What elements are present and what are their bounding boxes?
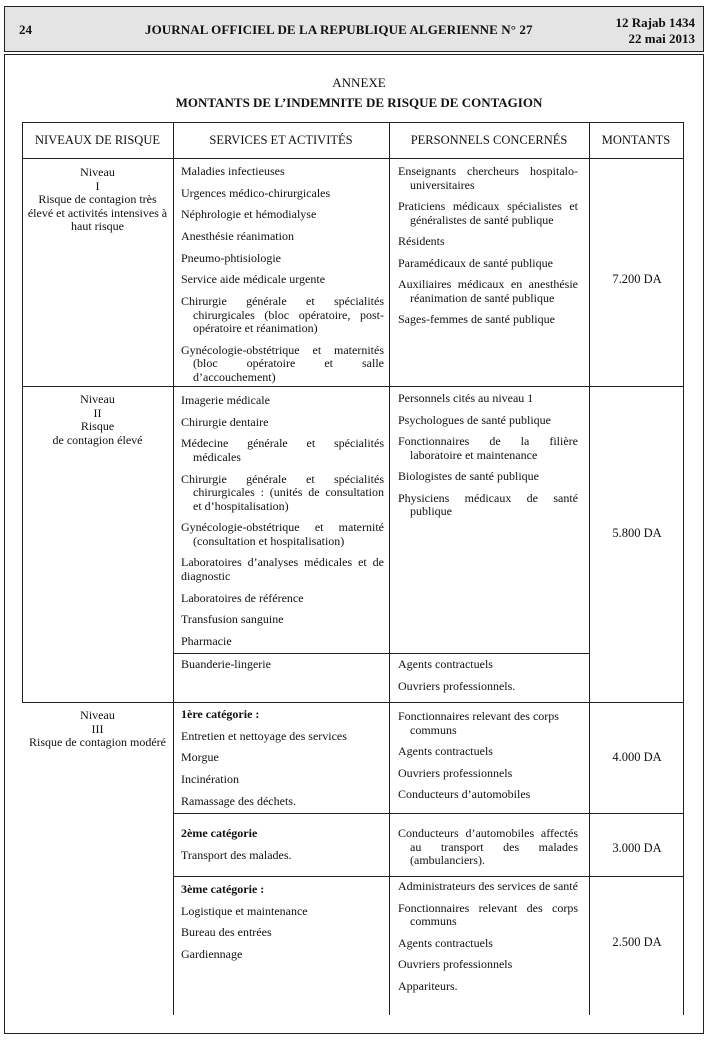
services-level-2 xyxy=(181,394,384,657)
amount-level-1: 7.200 DA xyxy=(612,272,662,286)
level-title: Niveau xyxy=(80,392,115,406)
list-item: Résidents xyxy=(398,234,445,248)
list-item: Enseignants chercheurs hospitalo- universitaires xyxy=(398,164,578,192)
list-item: Fonctionnaires relevant des corps communs xyxy=(398,709,559,737)
list-item: Néphrologie et hémodialyse xyxy=(181,207,317,222)
list-item: Buanderie-lingerie xyxy=(181,657,271,671)
journal-title: JOURNAL OFFICIEL DE LA REPUBLIQUE ALGERIENNE N° 27 xyxy=(145,22,533,37)
list-item: Paramédicaux de santé publique xyxy=(398,255,553,270)
level-description: Risque de contagion très élevé et activités intensives à haut risque xyxy=(27,192,168,233)
personnel-category-3 xyxy=(398,880,578,1001)
level-title: Niveau xyxy=(80,708,115,722)
list-item: Physiciens médicaux de santé publique xyxy=(398,490,578,518)
list-item: Conducteurs d’automobiles xyxy=(398,787,531,801)
list-item: Pneumo-phtisiologie xyxy=(181,250,281,265)
list-item: Transport des malades. xyxy=(181,847,292,862)
list-item: Agents contractuels xyxy=(398,935,493,950)
amount-category-2: 3.000 DA xyxy=(612,841,662,855)
list-item: Bureau des entrées xyxy=(181,925,272,940)
list-item: Urgences médico-chirurgicales xyxy=(181,185,331,200)
list-item: Chirurgie générale et spécialités chirurgicales (bloc opératoire, post-opératoire et réanimation) xyxy=(181,294,384,336)
amount-level-2: 5.800 DA xyxy=(612,526,662,540)
list-item: Pharmacie xyxy=(181,634,232,648)
level-numeral: II xyxy=(93,405,102,420)
list-item: Laboratoires d’analyses médicales et de diagnostic xyxy=(181,555,384,583)
list-item: Imagerie médicale xyxy=(181,393,270,407)
column-header-services: SERVICES ET ACTIVITÉS xyxy=(209,133,353,147)
risk-level-2 xyxy=(26,393,169,447)
services-category-1 xyxy=(181,708,384,816)
list-item: Biologistes de santé publique xyxy=(398,469,539,483)
list-item: Gynécologie-obstétrique et maternités (bloc opératoire et salle d’accouchement) xyxy=(181,342,384,384)
list-item: Administrateurs des services de santé xyxy=(398,879,578,893)
level-description: Risque xyxy=(80,419,115,433)
personnel-level-1 xyxy=(398,165,578,335)
level-description: Risque de contagion modéré xyxy=(29,735,166,749)
services-level-2-sub xyxy=(181,658,384,680)
list-item: Gynécologie-obstétrique et maternité (consultation et hospitalisation) xyxy=(181,520,384,548)
date-gregorian: 22 mai 2013 xyxy=(628,31,695,46)
level-title: Niveau xyxy=(80,165,115,179)
personnel-level-2 xyxy=(398,392,578,527)
list-item: Ramassage des déchets. xyxy=(181,793,296,808)
services-level-1 xyxy=(181,165,384,393)
list-item: Appariteurs. xyxy=(398,978,458,993)
amount-category-3: 2.500 DA xyxy=(612,935,662,949)
list-item: Chirurgie dentaire xyxy=(181,414,269,429)
column-header-levels: NIVEAUX DE RISQUE xyxy=(35,133,160,147)
list-item: Médecine générale et spécialités médicales xyxy=(181,436,384,464)
personnel-level-2-sub xyxy=(398,658,578,701)
list-item: Morgue xyxy=(181,750,219,765)
list-item: Fonctionnaires relevant des corps communs xyxy=(398,900,578,928)
list-item: Ouvriers professionnels xyxy=(398,765,513,780)
level-description: de contagion élevé xyxy=(52,432,143,447)
list-item: Logistique et maintenance xyxy=(181,903,308,918)
personnel-category-1 xyxy=(398,710,578,810)
category-label: 2ème catégorie xyxy=(181,826,258,840)
list-item: Agents contractuels xyxy=(398,744,493,758)
list-item: Ouvriers professionnels. xyxy=(398,678,516,693)
annex-label: ANNEXE xyxy=(332,75,386,90)
annex-title: MONTANTS DE L’INDEMNITE DE RISQUE DE CONTAGION xyxy=(175,95,543,110)
list-item: Maladies infectieuses xyxy=(181,164,285,178)
list-item: Chirurgie générale et spécialités chirurgicales : (unités de consultation et d’hospitalisation) xyxy=(181,471,384,513)
level-numeral: I xyxy=(95,178,100,193)
services-category-2 xyxy=(181,827,384,870)
list-item: Incinération xyxy=(181,772,239,787)
list-item: Fonctionnaires de la filière laboratoire et maintenance xyxy=(398,434,578,462)
list-item: Laboratoires de référence xyxy=(181,590,304,605)
category-label: 1ère catégorie : xyxy=(181,707,260,721)
category-label: 3ème catégorie : xyxy=(181,882,265,896)
amount-category-1: 4.000 DA xyxy=(612,750,662,764)
list-item: Praticiens médicaux spécialistes et généralistes de santé publique xyxy=(398,199,578,227)
list-item: Ouvriers professionnels xyxy=(398,957,513,971)
level-numeral: III xyxy=(91,721,104,736)
risk-level-1 xyxy=(26,166,169,234)
column-header-amounts: MONTANTS xyxy=(601,133,671,147)
list-item: Transfusion sanguine xyxy=(181,612,284,627)
list-item: Entretien et nettoyage des services xyxy=(181,728,347,743)
list-item: Auxiliaires médicaux en anesthésie réanimation de santé publique xyxy=(398,277,578,305)
list-item: Psychologues de santé publique xyxy=(398,412,551,427)
list-item: Anesthésie réanimation xyxy=(181,229,294,244)
list-item: Personnels cités au niveau 1 xyxy=(398,391,534,405)
list-item: Agents contractuels xyxy=(398,657,493,671)
page-number: 24 xyxy=(19,22,32,37)
risk-level-3 xyxy=(26,709,169,750)
list-item: Service aide médicale urgente xyxy=(181,272,326,287)
list-item: Gardiennage xyxy=(181,947,243,962)
services-category-3 xyxy=(181,883,384,970)
column-header-personnel: PERSONNELS CONCERNÉS xyxy=(410,133,568,147)
date-hijri: 12 Rajab 1434 xyxy=(615,15,695,30)
list-item: Conducteurs d’automobiles affectés au transport des malades (ambulanciers). xyxy=(398,826,578,867)
list-item: Sages-femmes de santé publique xyxy=(398,312,555,326)
personnel-category-2 xyxy=(398,827,578,876)
